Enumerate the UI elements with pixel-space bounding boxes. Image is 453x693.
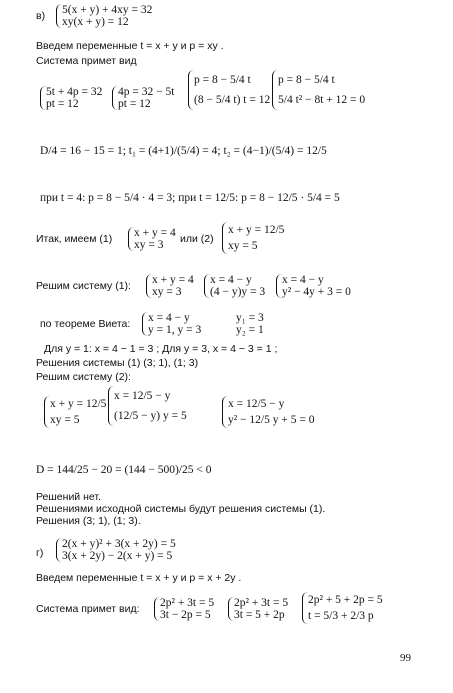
equation: t = 5/3 + 2/3 p [308,610,374,622]
vieta-root-2: y₂ = 1 [236,324,264,336]
solve2-prefix: Решим систему (2): [36,371,131,383]
have-or: или (2) [180,233,214,245]
equation: 4p = 32 − 5t [118,86,175,98]
have-system-1 [128,227,176,251]
part-g-system-3 [302,592,383,624]
discriminant-line: D/4 = 16 − 15 = 1; t₁ = (4+1)/(5/4) = 4; t₂ = (4−1)/(5/4) = 12/5 [40,145,327,157]
answer: Решения (3; 1), (1; 3). [36,515,141,527]
solve2-system-b [108,386,187,426]
equation: p = 8 − 5/4 t [278,74,335,86]
for-y-line: Для y = 1: x = 4 − 1 = 3 ; Для y = 3, x = 4 − 3 = 1 ; [44,343,278,355]
have-prefix: Итак, имеем (1) [36,233,113,245]
intro-variables: Введем переменные t = x + y и p = xy . [36,40,224,52]
equation: 2p² + 3t = 5 [234,597,289,609]
equation: x = 4 − y [282,274,324,286]
part-g-label: г) [36,547,44,559]
have-system-2 [222,222,284,254]
equation: xy(x + y) = 12 [62,16,129,28]
substitution-line: при t = 4: p = 8 − 5/4 · 4 = 3; при t = 12/5: p = 8 − 12/5 · 5/4 = 5 [40,192,340,204]
equation: xy = 3 [134,239,164,251]
equation: x = 4 − y [210,274,252,286]
transformed-system-2 [112,86,174,110]
solve1-system-c [276,274,351,298]
transformed-system-1 [40,86,102,110]
equation: 2p² + 5 + 2p = 5 [308,594,383,606]
solve2-system-c [222,396,314,428]
part-v-label: в) [36,10,46,22]
part-g-system-1 [154,597,214,621]
part-v-system [56,4,152,28]
equation: y² − 12/5 y + 5 = 0 [228,414,315,426]
equation: 2p² + 3t = 5 [160,597,215,609]
solve1-system-a [146,274,194,298]
equation: x + y = 12/5 [50,398,107,410]
vieta-prefix: по теореме Виета: [40,318,131,330]
equation: 3t − 2p = 5 [160,609,211,621]
part-g-system [56,538,176,562]
equation: (12/5 − y) y = 5 [114,410,187,422]
equation: y = 1, y = 3 [148,324,202,336]
equation: x = 12/5 − y [228,398,285,410]
equation: p = 8 − 5/4 t [194,74,251,86]
part-g-intro: Введем переменные t = x + y и p = x + 2y . [36,572,242,584]
equation: xy = 3 [152,286,182,298]
solutions-1: Решения системы (1) (3; 1), (1; 3) [36,357,199,369]
equation: 3(x + 2y) − 2(x + y) = 5 [62,550,173,562]
equation: 2(x + y)² + 3(x + 2y) = 5 [62,538,176,550]
equation: x + y = 4 [134,227,176,239]
equation: pt = 12 [46,98,79,110]
transformed-system-4 [272,70,365,110]
no-solution: Решений нет. [36,491,101,503]
equation: x = 12/5 − y [114,390,171,402]
transformed-system-3 [188,70,270,110]
part-g-caption: Система примет вид: [36,603,140,615]
equation: xy = 5 [228,240,258,252]
vieta-root-1: y₁ = 3 [236,312,264,324]
equation: y² − 4y + 3 = 0 [282,286,351,298]
solve1-prefix: Решим систему (1): [36,280,131,292]
equation: x + y = 4 [152,274,194,286]
equation: pt = 12 [118,98,151,110]
part-g-system-2 [228,597,288,621]
equation: (4 − y)y = 3 [210,286,266,298]
equation: 5/4 t² − 8t + 12 = 0 [278,94,366,106]
equation: 5t + 4p = 32 [46,86,103,98]
equation: x = 4 − y [148,312,190,324]
system-caption: Система примет вид [36,55,137,67]
equation: (8 − 5/4 t) t = 12 [194,94,271,106]
equation: xy = 5 [50,414,80,426]
solve1-system-b [204,274,265,298]
equation: 3t = 5 + 2p [234,609,285,621]
conclusion: Решениями исходной системы будут решения системы (1). [36,503,326,515]
page-number: 99 [400,652,411,664]
discriminant-2: D = 144/25 − 20 = (144 − 500)/25 < 0 [36,464,212,476]
equation: x + y = 12/5 [228,224,285,236]
vieta-system [142,312,201,336]
solve2-system-a [44,396,106,428]
equation: 5(x + y) + 4xy = 32 [62,4,153,16]
